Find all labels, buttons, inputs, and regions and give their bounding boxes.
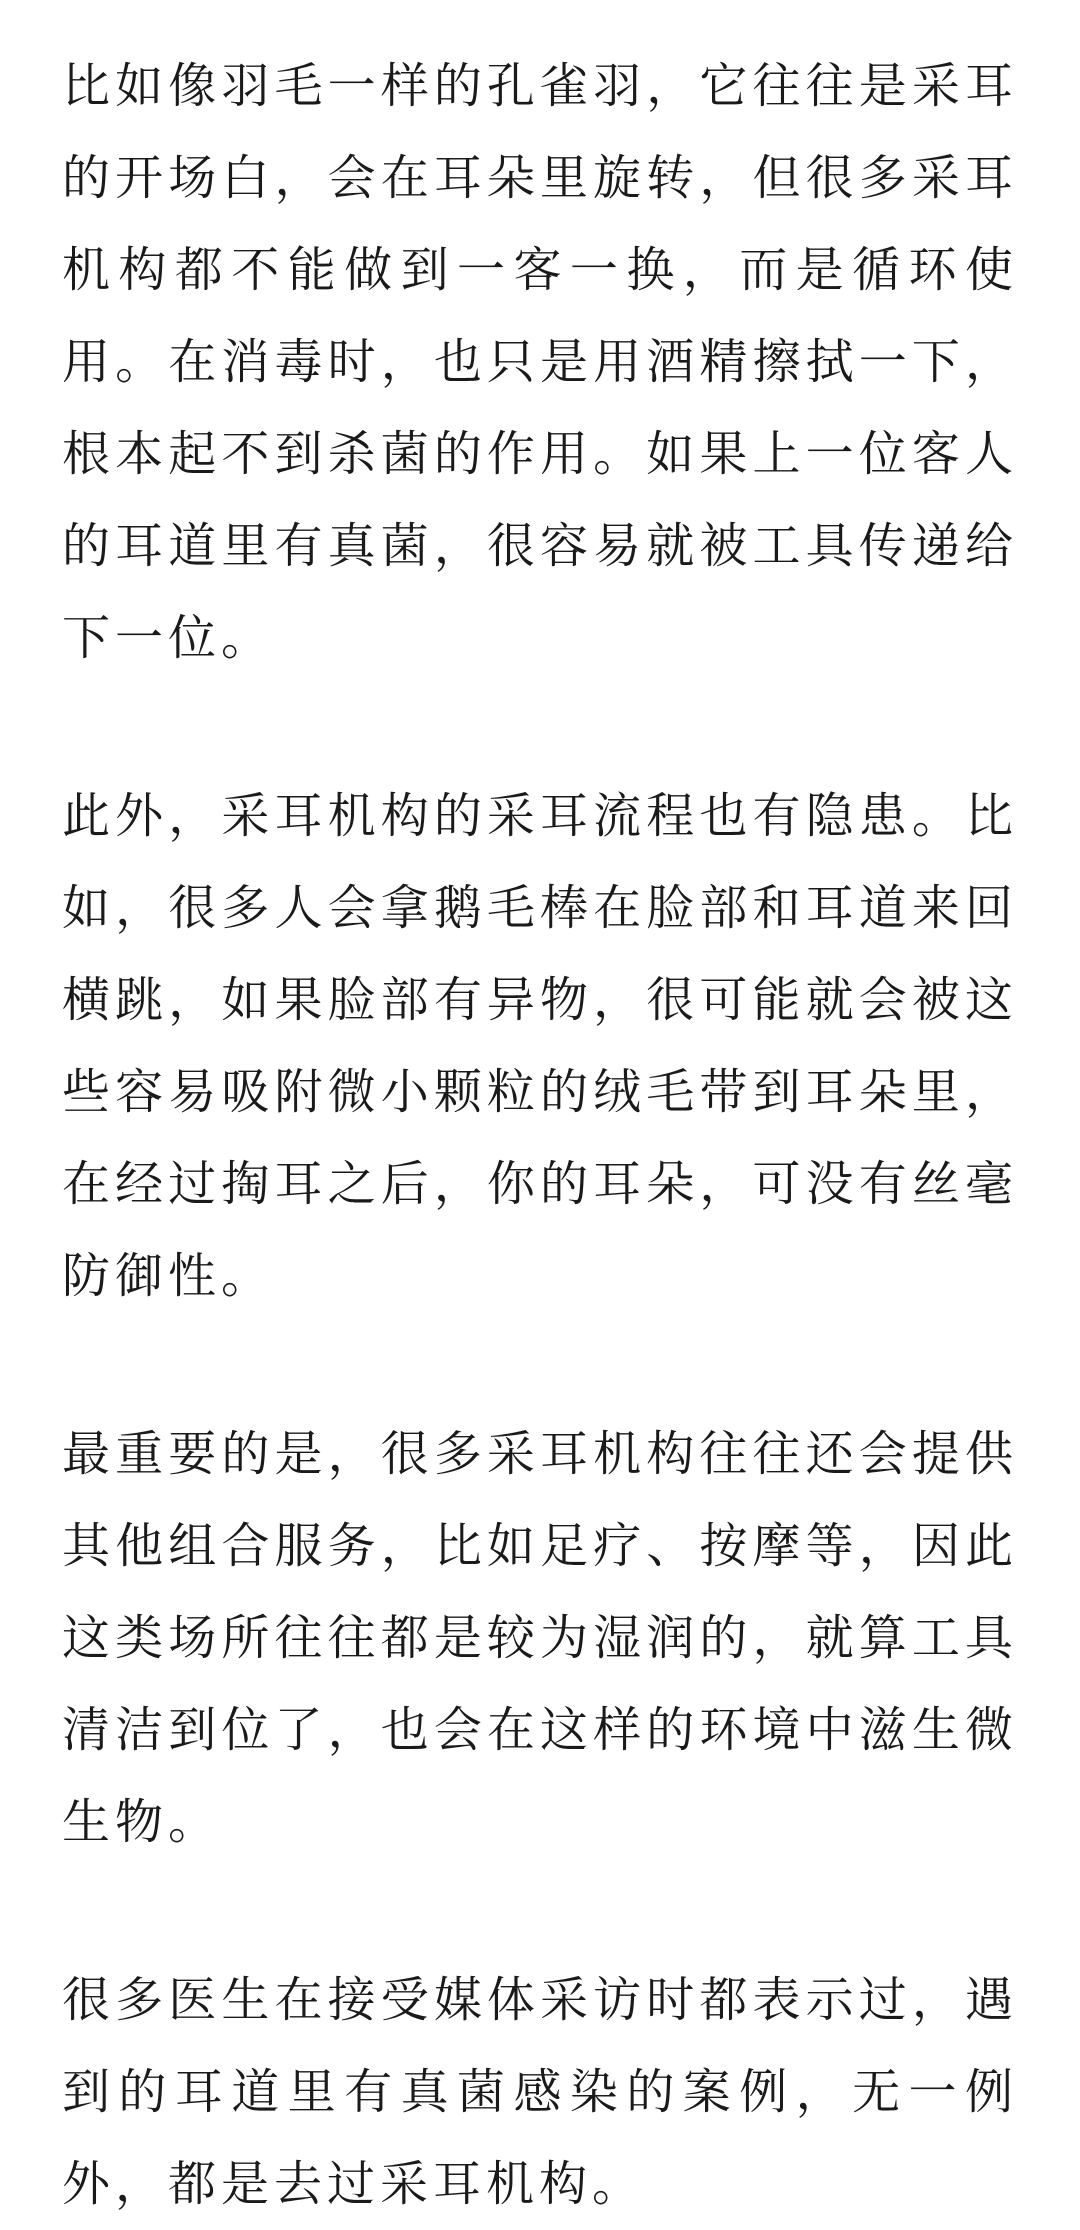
- paragraph-2: 此外，采耳机构的采耳流程也有隐患。比如，很多人会拿鹅毛棒在脸部和耳道来回横跳，如果脸部有异物，很可能就会被这些容易吸附微小颗粒的绒毛带到耳朵里，在经过掏耳之后，你的耳朵，可没有丝毫防御性。: [62, 788, 1018, 1304]
- paragraph-4: 很多医生在接受媒体采访时都表示过，遇到的耳道里有真菌感染的案例，无一例外，都是去过采耳机构。: [62, 1972, 1018, 2212]
- paragraph-3: 最重要的是，很多采耳机构往往还会提供其他组合服务，比如足疗、按摩等，因此这类场所往往都是较为湿润的，就算工具清洁到位了，也会在这样的环境中滋生微生物。: [62, 1426, 1018, 1850]
- paragraph-1: 比如像羽毛一样的孔雀羽，它往往是采耳的开场白，会在耳朵里旋转，但很多采耳机构都不能做到一客一换，而是循环使用。在消毒时，也只是用酒精擦拭一下，根本起不到杀菌的作用。如果上一位客人的耳道里有真菌，很容易就被工具传递给下一位。: [62, 58, 1018, 666]
